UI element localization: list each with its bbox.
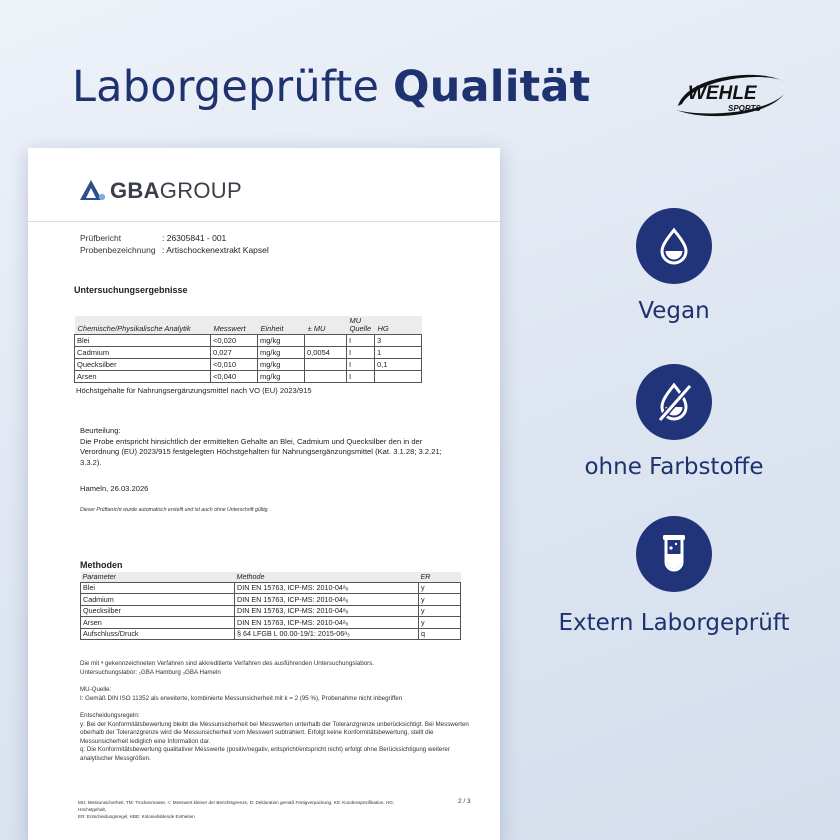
results-header-row — [75, 316, 422, 335]
table-cell: I — [347, 359, 375, 371]
assessment-block — [80, 426, 458, 468]
table-cell: Arsen — [75, 371, 211, 383]
place-date: Hameln, 26.03.2026 — [80, 484, 149, 493]
table-cell: I — [347, 371, 375, 383]
table-cell: <0,010 — [211, 359, 258, 371]
svg-text:WEHLE: WEHLE — [688, 83, 757, 104]
results-title: Untersuchungsergebnisse — [74, 285, 188, 295]
lab-tested-label: Extern Laborgeprüft — [558, 610, 790, 636]
meta-value: : Artischockenextrakt Kapsel — [162, 245, 269, 255]
results-header: MU Quelle — [347, 316, 375, 335]
table-row — [75, 371, 422, 383]
table-cell: Arsen — [81, 617, 235, 629]
labs-note: Untersuchungslabor: ₁GBA Hamburg ₃GBA Hameln — [80, 668, 221, 676]
meta-row — [80, 232, 269, 244]
table-cell — [305, 335, 347, 347]
headline-bold: Qualität — [392, 62, 591, 112]
table-cell: Cadmium — [75, 347, 211, 359]
report-header — [28, 148, 500, 222]
table-cell: <0,020 — [211, 335, 258, 347]
results-table — [74, 316, 422, 383]
table-cell: I — [347, 335, 375, 347]
vegan-badge — [636, 208, 712, 284]
page-headline — [72, 62, 590, 112]
table-cell: DIN EN 15763, ICP-MS: 2010-04ᵃ₀ — [235, 605, 419, 617]
table-cell: Quecksilber — [81, 605, 235, 617]
accreditation-block — [80, 660, 470, 677]
table-cell: y — [419, 617, 461, 629]
footer-line: ER: Entscheidungsregel, KBE: Koloniebildende Einheiten — [78, 814, 195, 820]
assessment-text: Die Probe entspricht hinsichtlich der ermittelten Gehalte an Blei, Cadmium und Quecksilber den in der Verordnung (EU) 2023/915 festgelegten Höchstgehalten für Nahrungsergänzungsmittel (Kat. 3.1.28; 3.2.21; 3.3.2). — [80, 436, 442, 467]
table-cell — [305, 371, 347, 383]
mu-title: MU-Quelle: — [80, 686, 112, 693]
page-number: 2 / 3 — [458, 798, 471, 805]
gba-group-logo — [80, 178, 242, 204]
gba-logo-bold: GBA — [110, 178, 160, 203]
table-cell: 0,027 — [211, 347, 258, 359]
table-row — [81, 594, 461, 606]
mu-source-block — [80, 686, 470, 703]
table-cell: Quecksilber — [75, 359, 211, 371]
assessment-title: Beurteilung: — [80, 426, 121, 435]
table-cell: DIN EN 15763, ICP-MS: 2010-04ᵃ₀ — [235, 582, 419, 594]
table-row — [75, 335, 422, 347]
no-dyes-label: ohne Farbstoffe — [584, 454, 764, 480]
headline-light: Laborgeprüfte — [72, 62, 380, 112]
report-footer — [78, 799, 418, 821]
table-cell: Blei — [81, 582, 235, 594]
meta-row — [80, 244, 269, 256]
test-tube-icon — [654, 532, 694, 576]
footer-line: MU: Messunsicherheit, TM: Trockenmasse, <: Messwert kleiner der Berichtsgrenze, D: Deklaration gemäß Fertigverpackung, KS: Kundenspezifikation, HG: Höchstgehalt, — [78, 800, 395, 813]
meta-key: Probenbezeichnung — [80, 245, 156, 255]
results-header: ± MU — [305, 316, 347, 335]
no-color-drop-icon — [652, 380, 696, 424]
meta-key: Prüfbericht — [80, 233, 122, 243]
gba-triangle-logo — [80, 180, 106, 202]
results-header: Chemische/Physikalische Analytik — [75, 316, 211, 335]
rules-q: q: Die Konformitätsbewertung qualitativer Messwerte (positiv/negativ, entspricht/entspricht nicht) erfolgt ohne Berücksichtigung weiterer analytischer Messgrößen. — [80, 746, 450, 762]
table-cell: y — [419, 582, 461, 594]
methods-table — [80, 572, 461, 640]
table-cell: q — [419, 628, 461, 640]
hg-note: Höchstgehalte für Nahrungsergänzungsmittel nach VO (EU) 2023/915 — [76, 386, 312, 395]
gba-logo-light: GROUP — [159, 178, 242, 203]
table-cell: mg/kg — [258, 335, 305, 347]
table-cell: 1 — [375, 347, 422, 359]
wehle-sports-logo — [668, 66, 788, 122]
rules-y: y: Bei der Konformitätsbewertung bleibt die Messunsicherheit bei Messwerten unterhalb der Toleranzgrenze unberücksichtigt. Bei Messwerten oberhalb der Toleranzgrenze wird die Messunsicherheit vom Messwert subtrahiert. Erfolgt keine Konformitätsbewertung, stellt die Messunsicherheit lediglich eine Information dar. — [80, 720, 469, 745]
table-cell: mg/kg — [258, 371, 305, 383]
methods-title: Methoden — [80, 560, 123, 570]
lab-tested-badge — [636, 516, 712, 592]
table-cell: 0,1 — [375, 359, 422, 371]
accreditation-note: Die mit ᵃ gekennzeichneten Verfahren sind akkreditierte Verfahren des ausführenden Untersuchungslabors. — [80, 660, 374, 667]
table-cell: DIN EN 15763, ICP-MS: 2010-04ᵃ₀ — [235, 617, 419, 629]
results-header: Einheit — [258, 316, 305, 335]
meta-value: : 26305841 - 001 — [162, 233, 227, 243]
results-header: Messwert — [211, 316, 258, 335]
table-cell: Blei — [75, 335, 211, 347]
table-cell: Aufschluss/Druck — [81, 628, 235, 640]
table-cell: Cadmium — [81, 594, 235, 606]
methods-header: ER — [419, 572, 461, 582]
svg-text:SPORTS: SPORTS — [728, 104, 761, 113]
auto-generated-note: Dieser Prüfbericht wurde automatisch erstellt und ist auch ohne Unterschrift gültig. — [80, 507, 269, 513]
methods-header: Methode — [235, 572, 419, 582]
rules-title: Entscheidungsregeln: — [80, 712, 140, 719]
drop-icon — [654, 226, 694, 266]
table-row — [81, 617, 461, 629]
no-dyes-badge — [636, 364, 712, 440]
table-cell: § 64 LFGB L 00.00-19/1: 2015-06ᵃ₃ — [235, 628, 419, 640]
table-cell: <0,040 — [211, 371, 258, 383]
table-cell — [375, 371, 422, 383]
table-cell: y — [419, 594, 461, 606]
methods-header-row — [81, 572, 461, 582]
vegan-label: Vegan — [638, 298, 710, 324]
report-meta — [80, 232, 269, 256]
table-cell: I — [347, 347, 375, 359]
table-cell: 3 — [375, 335, 422, 347]
table-row — [75, 359, 422, 371]
table-cell — [305, 359, 347, 371]
table-cell: mg/kg — [258, 347, 305, 359]
lab-report-document — [28, 148, 500, 840]
decision-rules-block — [80, 712, 470, 764]
table-cell: y — [419, 605, 461, 617]
table-row — [81, 628, 461, 640]
table-cell: mg/kg — [258, 359, 305, 371]
methods-header: Parameter — [81, 572, 235, 582]
table-cell: DIN EN 15763, ICP-MS: 2010-04ᵃ₀ — [235, 594, 419, 606]
results-header: HG — [375, 316, 422, 335]
mu-text: I: Gemäß DIN ISO 11352 als erweiterte, kombinierte Messunsicherheit mit k = 2 (95 %), Probenahme nicht inbegriffen — [80, 694, 403, 702]
table-row — [81, 582, 461, 594]
table-cell: 0,0054 — [305, 347, 347, 359]
table-row — [75, 347, 422, 359]
table-row — [81, 605, 461, 617]
